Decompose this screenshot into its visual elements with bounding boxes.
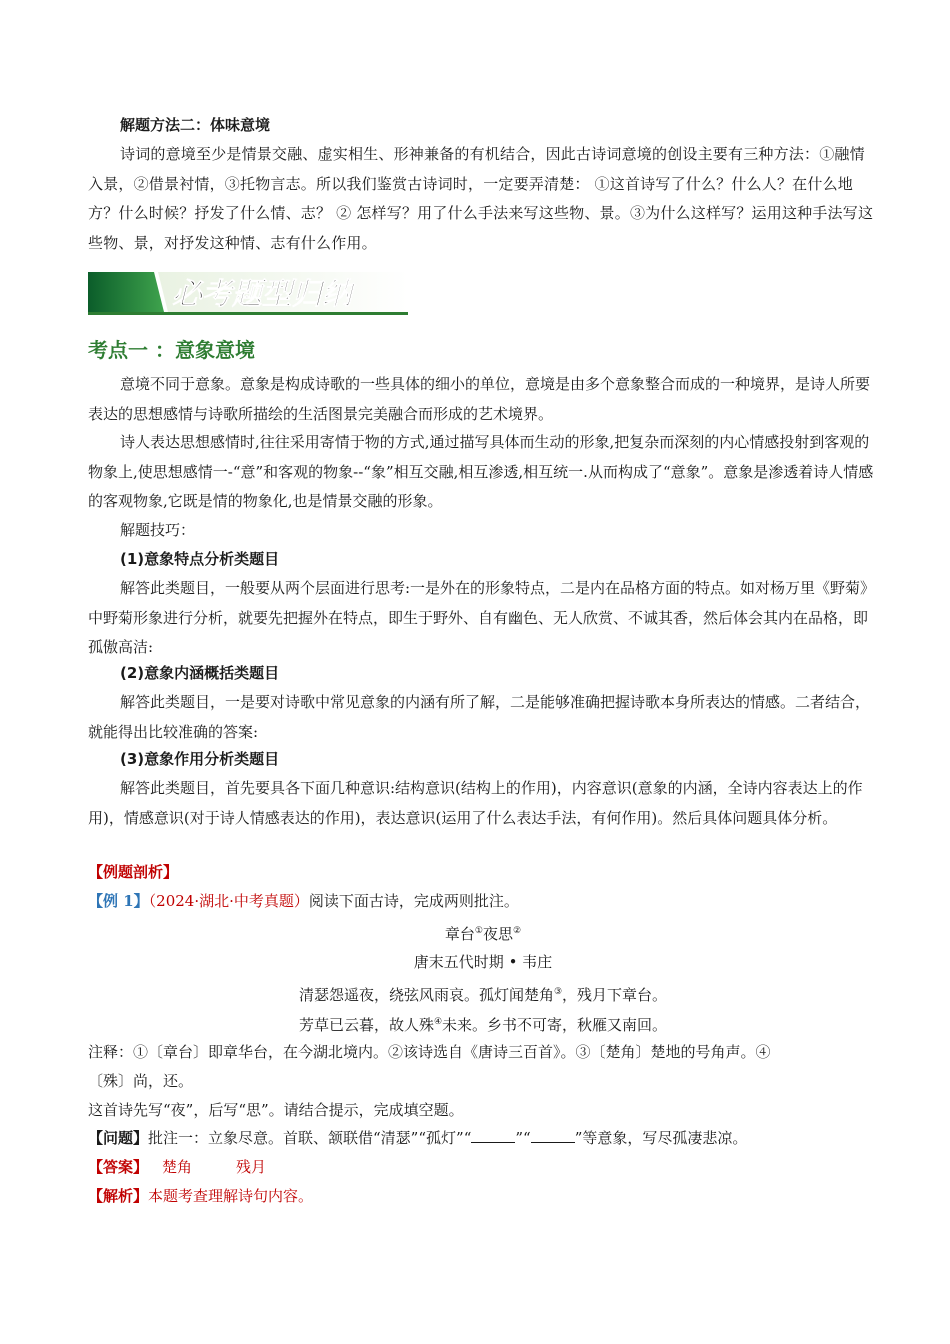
question-label: 【问题】: [88, 1129, 149, 1147]
method-title: 解题方法二：体味意境: [120, 116, 271, 134]
banner-graphic: [88, 268, 410, 316]
poem-author: 唐末五代时期 • 韦庄: [413, 953, 553, 971]
notes-line-2: 〔殊〕尚，还。: [88, 1072, 194, 1090]
example-source: （2024·湖北·中考真题）: [148, 892, 309, 910]
tips-label: 解题技巧：: [120, 521, 196, 539]
example-header: [88, 890, 878, 912]
example-intro: 这首诗先写“夜”，后写“思”。请结合提示，完成填空题。: [88, 1101, 464, 1119]
poem-line-2: 芳草已云暮，故人殊④未来。乡书不可寄，秋雁又南回。: [298, 1016, 668, 1034]
section-banner: [88, 268, 410, 316]
analysis-label: 【解析】: [88, 1187, 149, 1205]
question: 【问题】批注一：立象尽意。首联、颔联借“清瑟”“孤灯”“ ”“ ”等意象，写尽孤凄悲凉。: [88, 1129, 748, 1147]
example-tag: 【例 1】: [88, 892, 149, 910]
blank-1: [471, 1128, 515, 1143]
example-instruction: 阅读下面古诗，完成两则批注。: [308, 892, 519, 910]
analysis-text: 本题考查理解诗句内容。: [148, 1187, 314, 1205]
answer-1: 楚角: [162, 1158, 193, 1176]
banner-text: 必考题型归纳: [172, 277, 352, 312]
poem-title: 章台①夜思②: [444, 925, 522, 943]
tip-2-title: (2)意象内涵概括类题目: [120, 664, 280, 682]
poem-line-1: 清瑟怨遥夜，绕弦风雨哀。孤灯闻楚角③，残月下章台。: [298, 986, 668, 1004]
analysis: [88, 1185, 878, 1207]
tip-2-body: 解答此类题目，一是要对诗歌中常见意象的内涵有所了解，二是能够准确把握诗歌本身所表达的情感。二者结合，就能得出比较准确的答案:: [88, 693, 871, 741]
answer-2: 残月: [236, 1158, 267, 1176]
example-label: 【例题剖析】: [88, 863, 179, 881]
tip-3-body: 解答此类题目，首先要具各下面几种意识:结构意识(结构上的作用)，内容意识(意象的内涵，全诗内容表达上的作用)，情感意识(对于诗人情感表达的作用)，表达意识(运用了什么表达手法，有何作用)。然后具体问题具体分析。: [88, 779, 863, 827]
tip-1-title: (1)意象特点分析类题目: [120, 550, 280, 568]
paragraph-2: 诗人表达思想感情时,往往采用寄情于物的方式,通过描写具体而生动的形象,把复杂而深刻的内心情感投射到客观的物象上,使思想感情一-“意”和客观的物象--“象”相互交融,相互渗透,相互统一.从而构成了“意象”。意象是渗透着诗人情感的客观物象,它既是情的物象化,也是情景交融的形象。: [88, 433, 874, 510]
tip-3-title: (3)意象作用分析类题目: [120, 750, 280, 768]
tip-1-body: 解答此类题目，一般要从两个层面进行思考:一是外在的形象特点，二是内在品格方面的特点。如对杨万里《野菊》中野菊形象进行分析，就要先把握外在特点，即生于野外、自有幽色、无人欣赏、不诚其香，然后体会其内在品格，即孤傲高洁:: [88, 579, 876, 656]
section-heading: 考点一 ：意象意境: [88, 338, 255, 362]
answer: [88, 1156, 878, 1178]
blank-2: [531, 1128, 575, 1143]
paragraph-1: 意境不同于意象。意象是构成诗歌的一些具体的细小的单位，意境是由多个意象整合而成的一种境界，是诗人所要表达的思想感情与诗歌所描绘的生活图景完美融合而形成的艺术境界。: [88, 375, 871, 423]
notes-line-1: 注释：①〔章台〕即章华台，在今湖北境内。②该诗选自《唐诗三百首》。③〔楚角〕楚地的号角声。④: [88, 1043, 771, 1061]
answer-label: 【答案】: [88, 1158, 149, 1176]
method-body: 诗词的意境至少是情景交融、虚实相生、形神兼备的有机结合，因此古诗词意境的创设主要有三种方法：①融情入景，②借景衬情，③托物言志。所以我们鉴赏古诗词时，一定要弄清楚： ①这首诗写了什么？什么人？在什么地方？什么时候？抒发了什么情、志？ ② 怎样写？用了什么手法来写这些物、景。③为什么这样写？运用这种手法写这些物、景，对抒发这种情、志有什么作用。: [88, 145, 874, 252]
